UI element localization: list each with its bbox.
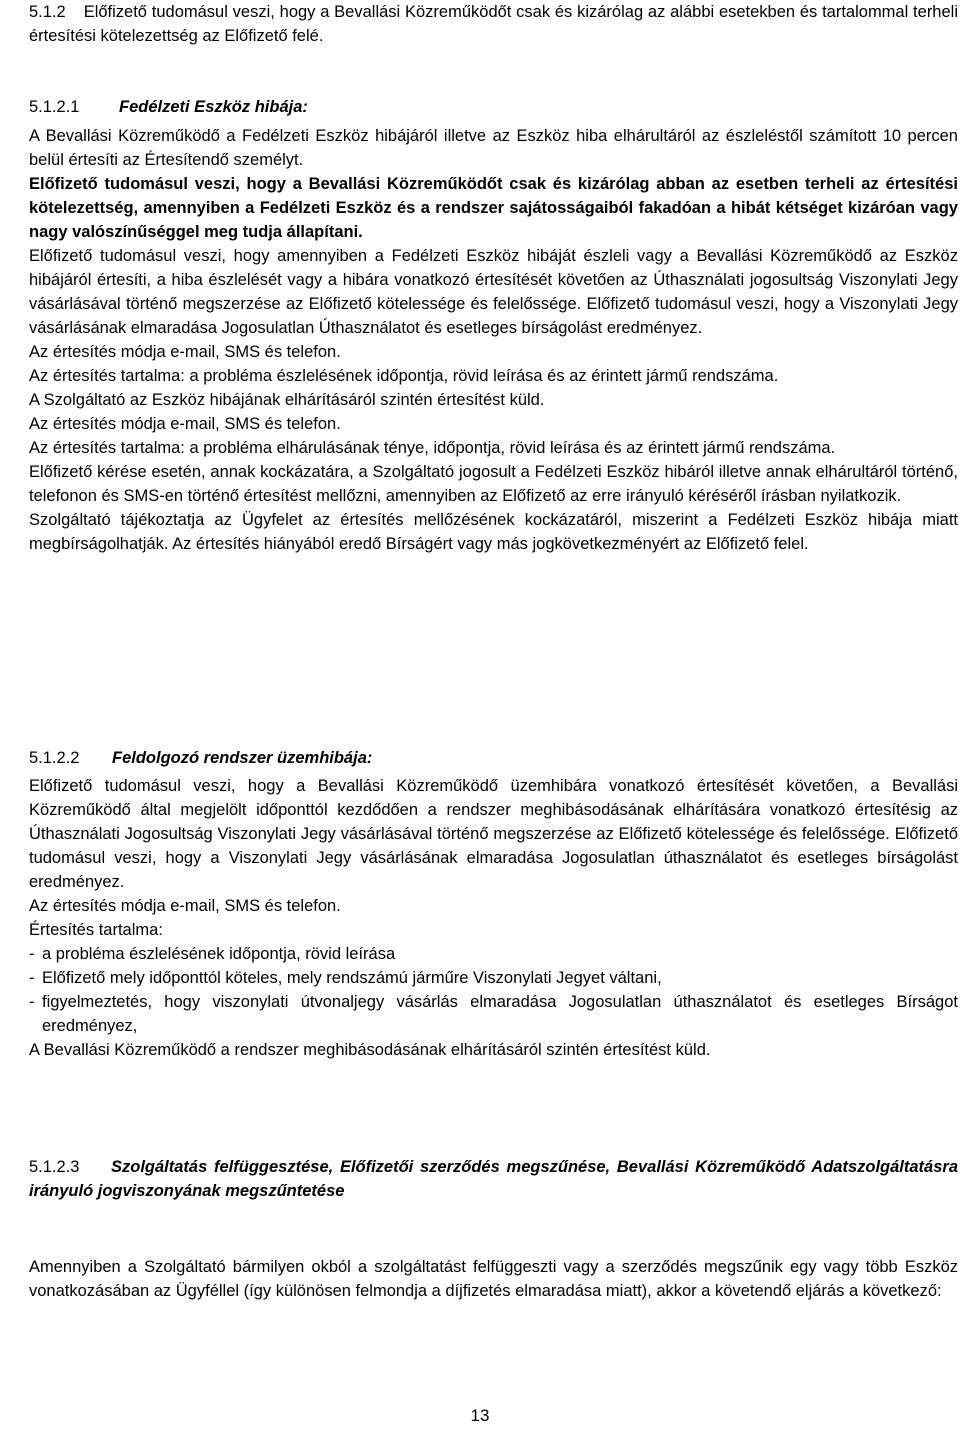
list-item [29,990,958,1038]
paragraph: A Bevallási Közreműködő a Fedélzeti Eszköz hibájáról illetve az Eszköz hiba elhárultáról az észleléstől számított 10 percen belül értesíti az Értesítendő személyt. [29,127,958,169]
section-text: Előfizető tudomásul veszi, hogy a Bevallási Közreműködőt csak és kizárólag az alábbi esetekben és tartalommal terheli értesítési kötelezettség az Előfizető felé. [29,3,958,45]
list-dash: - [29,969,35,987]
section-title: Szolgáltatás felfüggesztése, Előfizetői szerződés megszűnése, Bevallási Közreműködő Adatszolgáltatásra irányuló jogviszonyának megszűntetése [29,1158,958,1200]
section-number: 5.1.2 [29,3,66,21]
paragraph: A Szolgáltató az Eszköz hibájának elhárításáról szintén értesítést küld. [29,391,545,409]
paragraph-bold: Előfizető tudomásul veszi, hogy a Bevallási Közreműködőt csak és kizárólag abban az esetben terheli az értesítési kötelezettség, amennyiben a Fedélzeti Eszköz és a rendszer sajátosságaiból fakadóan a hibát kétséget kizáróan vagy nagy valószínűséggel meg tudja állapítani. [29,175,958,241]
list-item [29,942,958,966]
list-dash: - [29,945,35,963]
paragraph: Az értesítés tartalma: a probléma elhárulásának ténye, időpontja, rövid leírása és az érintett jármű rendszáma. [29,439,836,457]
section-5-1-2-2-body [29,774,958,1062]
section-number: 5.1.2.2 [29,749,80,767]
section-number: 5.1.2.3 [29,1158,80,1176]
list-dash: - [29,993,35,1011]
list-item-text: figyelmeztetés, hogy viszonylati útvonaljegy vásárlás elmaradása Jogosulatlan úthasználatot és esetleges Bírságot eredményez, [42,993,958,1035]
page-number: 13 [470,1406,490,1425]
section-number: 5.1.2.1 [29,98,80,116]
paragraph: A Bevallási Közreműködő a rendszer meghibásodásának elhárításáról szintén értesítést küld. [29,1041,711,1059]
paragraph: Az értesítés módja e-mail, SMS és telefon. [29,415,341,433]
section-5-1-2-3-body [29,1255,958,1303]
section-5-1-2-1-heading [29,95,958,119]
paragraph: Előfizető tudomásul veszi, hogy amennyiben a Fedélzeti Eszköz hibáját észleli vagy a Bevallási Közreműködő az Eszköz hibájáról értesíti, a hiba észlelését vagy a hibára vonatkozó értesítését követően az Úthasználati jogosultság Viszonylati Jegy vásárlásával történő megszerzése az Előfizető kötelessége és felelőssége. Előfizető tudomásul veszi, hogy a Viszonylati Jegy vásárlásának elmaradása Jogosulatlan Úthasználatot és esetleges bírságolást eredményez. [29,247,958,337]
paragraph: Értesítés tartalma: [29,921,163,939]
section-title: Fedélzeti Eszköz hibája: [119,98,308,116]
paragraph: Az értesítés tartalma: a probléma észlelésének időpontja, rövid leírása és az érintett jármű rendszáma. [29,367,779,385]
section-5-1-2 [29,0,958,48]
paragraph: Előfizető tudomásul veszi, hogy a Bevallási Közreműködő üzemhibára vonatkozó értesítését követően, a Bevallási Közreműködő által megjelölt időponttól kezdődően a rendszer meghibásodásának elhárítására vonatkozó értesítésig az Úthasználati Jogosultság Viszonylati Jegy vásárlásával történő megszerzése az Előfizető kötelessége és felelőssége. Előfizető tudomásul veszi, hogy a Viszonylati Jegy vásárlásának elmaradása Jogosulatlan úthasználatot és esetleges bírságolást eredményez. [29,777,958,891]
list-item-text: Előfizető mely időponttól köteles, mely rendszámú járműre Viszonylati Jegyet váltani, [42,969,662,987]
section-5-1-2-3-heading [29,1155,958,1203]
paragraph: Előfizető kérése esetén, annak kockázatára, a Szolgáltató jogosult a Fedélzeti Eszköz hibáról illetve annak elhárultáról történő, telefonon és SMS-en történő értesítést mellőzni, amennyiben az Előfizető az erre irányuló kéréséről írásban nyilatkozik. [29,463,958,505]
paragraph: Az értesítés módja e-mail, SMS és telefon. [29,897,341,915]
paragraph: Az értesítés módja e-mail, SMS és telefon. [29,343,341,361]
paragraph: Amennyiben a Szolgáltató bármilyen okból a szolgáltatást felfüggeszti vagy a szerződés megszűnik egy vagy több Eszköz vonatkozásában az Ügyféllel (így különösen felmondja a díjfizetés elmaradása miatt), akkor a követendő eljárás a következő: [29,1258,958,1300]
section-title: Feldolgozó rendszer üzemhibája: [112,749,373,767]
section-5-1-2-2-heading [29,746,958,770]
paragraph: Szolgáltató tájékoztatja az Ügyfelet az értesítés mellőzésének kockázatáról, miszerint a Fedélzeti Eszköz hibája miatt megbírságolhatják. Az értesítés hiányából eredő Bírságért vagy más jogkövetkezményért az Előfizető felel. [29,511,958,553]
list-item-text: a probléma észlelésének időpontja, rövid leírása [42,945,396,963]
list-item [29,966,958,990]
section-5-1-2-1-body [29,124,958,556]
